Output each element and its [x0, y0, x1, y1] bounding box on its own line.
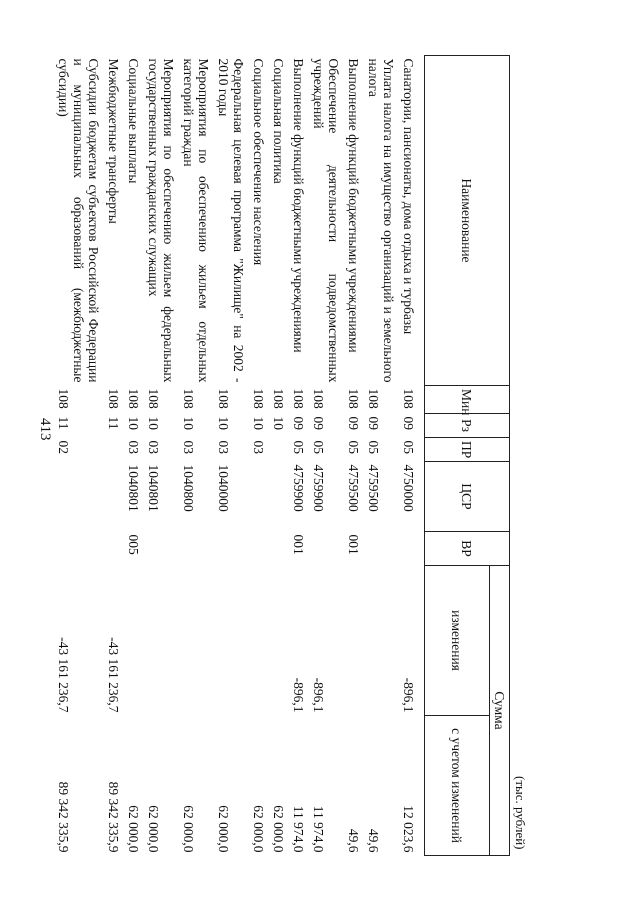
- row-total: 89 342 335,9: [106, 781, 121, 853]
- row-csr: 4750000: [401, 464, 416, 512]
- row-total: 62 000,0: [181, 805, 196, 853]
- row-vr: [144, 532, 179, 566]
- row-vr: [54, 532, 104, 566]
- row-total: 11 974,0: [291, 805, 306, 853]
- table-row: [399, 56, 419, 856]
- row-name: Выполнение функций бюджетными учреждениями: [346, 58, 361, 353]
- row-pr: 03: [216, 440, 231, 454]
- header-name: Наименование: [425, 56, 510, 386]
- row-change: -896,1: [311, 677, 326, 713]
- row-min: 108: [271, 388, 286, 409]
- row-total: 49,6: [346, 828, 361, 853]
- row-change: [179, 566, 214, 716]
- row-csr: 4759900: [311, 464, 326, 512]
- row-total: 62 000,0: [251, 805, 266, 853]
- row-csr: 1040800: [181, 464, 196, 512]
- row-vr: [399, 532, 419, 566]
- row-change: [364, 566, 399, 716]
- row-name: Обеспечение деятельности подведомственных учреждений: [311, 58, 341, 383]
- row-csr: [269, 462, 289, 532]
- row-total: 12 023,6: [401, 805, 416, 853]
- row-total: 62 000,0: [216, 805, 231, 853]
- row-name: Мероприятия по обеспечению жильем отдельных категорий граждан: [181, 58, 211, 383]
- row-pr: [269, 438, 289, 462]
- table-row: [289, 56, 309, 856]
- row-min: 108: [401, 388, 416, 409]
- page-number: 413: [37, 418, 53, 441]
- row-change: [269, 566, 289, 716]
- row-change: -896,1: [291, 677, 306, 713]
- table-row: [214, 56, 249, 856]
- header-sum-group: Сумма: [490, 566, 510, 856]
- row-rz: 09: [366, 416, 381, 430]
- row-name: Федеральная целевая программа "Жилище" на 2002 - 2010 годы: [216, 58, 246, 383]
- header-change: изменения: [425, 566, 490, 716]
- row-rz: 10: [126, 416, 141, 430]
- row-min: 108: [56, 388, 71, 409]
- row-name: Мероприятия по обеспечению жильем федеральных государственных гражданских служащих: [146, 58, 176, 383]
- row-name: Социальное обеспечение населения: [251, 58, 266, 266]
- row-name: Межбюджетные трансферты: [106, 58, 121, 224]
- row-name: Уплата налога на имущество организаций и земельного налога: [366, 58, 396, 383]
- row-total: 62 000,0: [146, 805, 161, 853]
- row-rz: 10: [146, 416, 161, 430]
- row-min: 108: [216, 388, 231, 409]
- table-row: [364, 56, 399, 856]
- row-rz: 09: [346, 416, 361, 430]
- header-csr: ЦСР: [425, 462, 510, 532]
- budget-table: [54, 55, 510, 856]
- row-pr: 03: [181, 440, 196, 454]
- row-pr: 05: [401, 440, 416, 454]
- row-rz: 11: [106, 416, 121, 430]
- row-min: 108: [146, 388, 161, 409]
- row-pr: 02: [56, 440, 71, 454]
- row-name: Субсидии бюджетам субъектов Российской Федерации и муниципальных образований (межбюджетные субсидии): [56, 58, 101, 383]
- row-pr: 05: [291, 440, 306, 454]
- row-min: 108: [106, 388, 121, 409]
- row-rz: 10: [251, 416, 266, 430]
- units-label: (тыс. рублей): [513, 776, 528, 850]
- row-min: 108: [251, 388, 266, 409]
- row-change: [344, 566, 364, 716]
- row-rz: 10: [271, 416, 286, 430]
- row-csr: 4759900: [291, 464, 306, 512]
- row-csr: 4759500: [366, 464, 381, 512]
- row-total: 62 000,0: [271, 805, 286, 853]
- row-vr: 001: [346, 534, 361, 555]
- row-min: 108: [181, 388, 196, 409]
- row-pr: 03: [126, 440, 141, 454]
- table-row: [309, 56, 344, 856]
- row-csr: [249, 462, 269, 532]
- row-vr: [104, 532, 124, 566]
- table-row: [344, 56, 364, 856]
- row-total: 62 000,0: [126, 805, 141, 853]
- row-vr: [249, 532, 269, 566]
- row-total: 89 342 335,9: [56, 781, 71, 853]
- table-row: [144, 56, 179, 856]
- row-total: 49,6: [366, 828, 381, 853]
- row-csr: 1040801: [126, 464, 141, 512]
- row-pr: 03: [146, 440, 161, 454]
- row-min: 108: [366, 388, 381, 409]
- row-rz: 10: [181, 416, 196, 430]
- row-change: [144, 566, 179, 716]
- header-vr: ВР: [425, 532, 510, 566]
- header-rz: Рз: [425, 414, 510, 438]
- row-rz: 09: [291, 416, 306, 430]
- row-change: [124, 566, 144, 716]
- row-vr: [364, 532, 399, 566]
- row-min: 108: [346, 388, 361, 409]
- row-vr: 001: [291, 534, 306, 555]
- row-csr: 1040000: [216, 464, 231, 512]
- row-change: -896,1: [401, 677, 416, 713]
- row-min: 108: [126, 388, 141, 409]
- table-row: [249, 56, 269, 856]
- row-vr: [269, 532, 289, 566]
- row-vr: 005: [126, 534, 141, 555]
- row-pr: 03: [251, 440, 266, 454]
- table-row: [104, 56, 124, 856]
- row-csr: [104, 462, 124, 532]
- row-pr: 05: [366, 440, 381, 454]
- row-vr: [179, 532, 214, 566]
- table-body: [54, 56, 425, 856]
- row-min: 108: [291, 388, 306, 409]
- row-change: -43 161 236,7: [106, 637, 121, 713]
- row-csr: 1040801: [146, 464, 161, 512]
- row-min: 108: [311, 388, 326, 409]
- row-change: -43 161 236,7: [56, 637, 71, 713]
- table-row: [54, 56, 104, 856]
- row-vr: [309, 532, 344, 566]
- row-rz: 11: [56, 416, 71, 430]
- table-row: [269, 56, 289, 856]
- header-min: Мин: [425, 386, 510, 414]
- row-csr: [54, 462, 104, 532]
- row-name: Выполнение функций бюджетными учреждениями: [291, 58, 306, 353]
- row-change: [249, 566, 269, 716]
- table-row: [179, 56, 214, 856]
- row-name: Социальные выплаты: [126, 58, 141, 184]
- row-pr: 05: [346, 440, 361, 454]
- row-pr: 05: [311, 440, 326, 454]
- header-with-change: с учетом изменений: [425, 716, 490, 856]
- row-csr: 4759500: [346, 464, 361, 512]
- header-pr: ПР: [425, 438, 510, 462]
- row-name: Социальная политика: [271, 58, 286, 184]
- row-rz: 09: [311, 416, 326, 430]
- table-row: [124, 56, 144, 856]
- row-rz: 09: [401, 416, 416, 430]
- row-change: [214, 566, 249, 716]
- row-name: Санатории, пансионаты, дома отдыха и турбазы: [401, 58, 416, 335]
- row-pr: [104, 438, 124, 462]
- row-total: 11 974,0: [311, 805, 326, 853]
- row-rz: 10: [216, 416, 231, 430]
- spacer-row: [419, 56, 425, 856]
- row-vr: [214, 532, 249, 566]
